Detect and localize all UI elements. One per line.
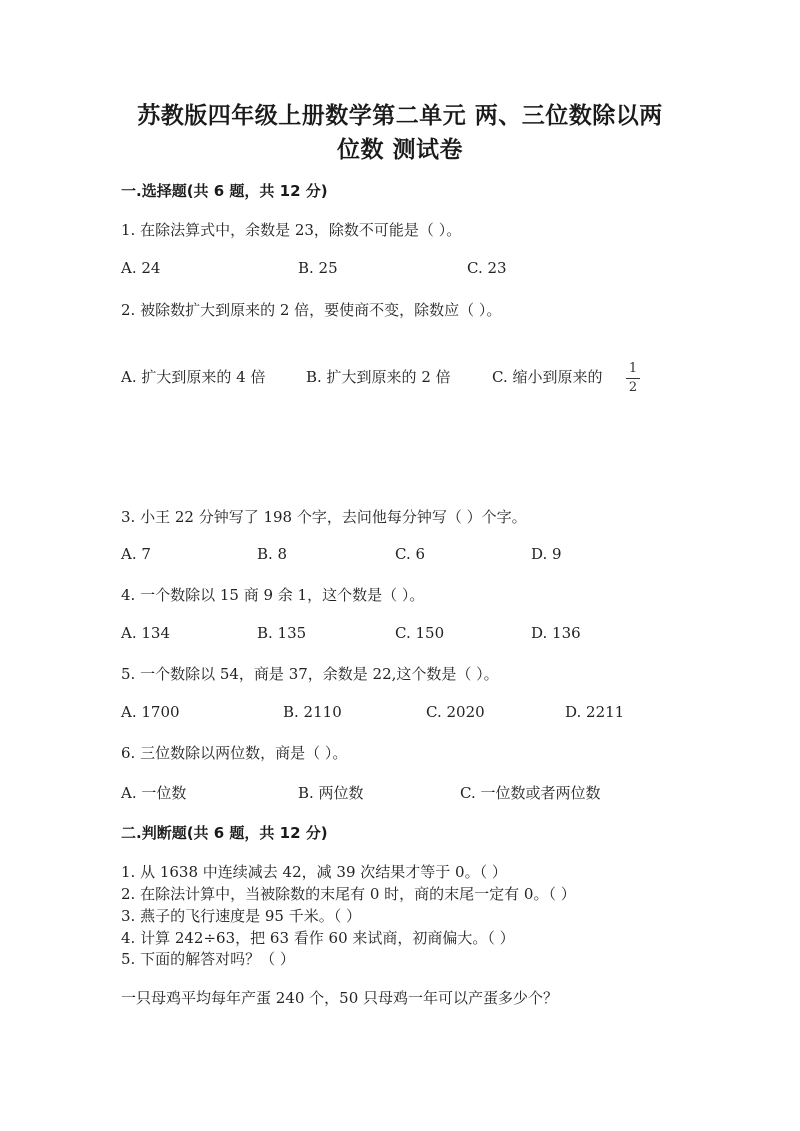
q6-option-a: A. 一位数 [121, 784, 187, 802]
q5-option-a: A. 1700 [121, 703, 180, 721]
q4-option-c: C. 150 [395, 624, 445, 642]
judge-item-2: 2. 在除法计算中，当被除数的末尾有 0 时，商的末尾一定有 0。（ ） [121, 885, 576, 903]
question-6-stem: 6. 三位数除以两位数，商是（ ）。 [121, 744, 348, 762]
question-5-stem: 5. 一个数除以 54，商是 37，余数是 22,这个数是（ ）。 [121, 665, 499, 683]
q1-option-a: A. 24 [121, 259, 161, 277]
judge-item-1: 1. 从 1638 中连续减去 42，减 39 次结果才等于 0。（ ） [121, 863, 507, 881]
q3-option-d: D. 9 [531, 545, 562, 563]
word-problem: 一只母鸡平均每年产蛋 240 个，50 只母鸡一年可以产蛋多少个？ [121, 989, 559, 1007]
q4-option-d: D. 136 [531, 624, 581, 642]
judge-item-5: 5. 下面的解答对吗？（ ） [121, 950, 295, 968]
section-heading-multiple-choice: 一.选择题(共 6 题，共 12 分) [121, 182, 328, 200]
fraction-numerator: 1 [628, 361, 638, 376]
q6-option-b: B. 两位数 [298, 784, 364, 802]
q2-option-a: A. 扩大到原来的 4 倍 [121, 368, 266, 386]
judge-item-3: 3. 燕子的飞行速度是 95 千米。（ ） [121, 907, 361, 925]
q4-option-a: A. 134 [121, 624, 170, 642]
question-3-stem: 3. 小王 22 分钟写了 198 个字，去问他每分钟写（ ）个字。 [121, 508, 527, 526]
question-4-stem: 4. 一个数除以 15 商 9 余 1，这个数是（ ）。 [121, 586, 425, 604]
q5-option-d: D. 2211 [565, 703, 625, 721]
q4-option-b: B. 135 [257, 624, 307, 642]
page-title-line-1: 苏教版四年级上册数学第二单元 两、三位数除以两 [137, 103, 663, 129]
q3-option-a: A. 7 [121, 545, 151, 563]
q6-option-c: C. 一位数或者两位数 [460, 784, 601, 802]
q1-option-c: C. 23 [467, 259, 507, 277]
page-title-line-2: 位数 测试卷 [336, 137, 463, 163]
judge-item-4: 4. 计算 242÷63，把 63 看作 60 来试商，初商偏大。（ ） [121, 929, 515, 947]
fraction-denominator: 2 [628, 380, 638, 395]
question-1-stem: 1. 在除法算式中，余数是 23，除数不可能是（ ）。 [121, 221, 462, 239]
q1-option-b: B. 25 [298, 259, 338, 277]
fraction-one-half [626, 362, 640, 395]
fraction-bar [626, 378, 640, 379]
q2-option-b: B. 扩大到原来的 2 倍 [306, 368, 451, 386]
q2-option-c: C. 缩小到原来的 [492, 368, 603, 386]
question-2-stem: 2. 被除数扩大到原来的 2 倍，要使商不变，除数应（ ）。 [121, 301, 502, 319]
q5-option-c: C. 2020 [426, 703, 485, 721]
q3-option-b: B. 8 [257, 545, 288, 563]
section-heading-true-false: 二.判断题(共 6 题，共 12 分) [121, 824, 328, 842]
q3-option-c: C. 6 [395, 545, 426, 563]
q5-option-b: B. 2110 [283, 703, 342, 721]
